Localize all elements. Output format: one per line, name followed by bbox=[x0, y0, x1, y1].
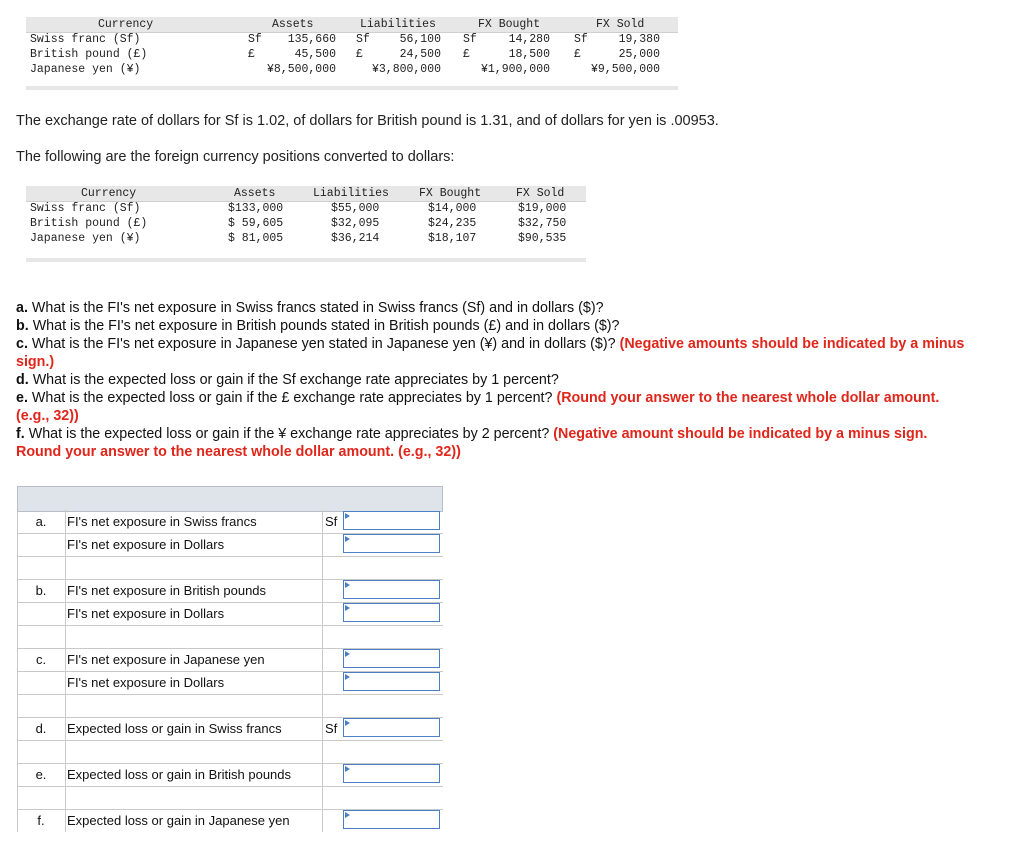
cell-fx-sold: 19,380 bbox=[618, 33, 660, 46]
table-row-currency: British pound (£) bbox=[30, 48, 148, 61]
cell-fx-bought: $18,107 bbox=[428, 232, 477, 245]
cell-symbol: £ bbox=[463, 48, 470, 61]
answer-row-d bbox=[17, 717, 443, 741]
header-fx-bought: FX Bought bbox=[419, 187, 482, 200]
expected-gain-sf-input[interactable] bbox=[344, 720, 439, 737]
cell-assets: $133,000 bbox=[228, 202, 284, 215]
net-exposure-gbp-input[interactable] bbox=[344, 582, 439, 599]
net-exposure-yen-input[interactable] bbox=[344, 651, 439, 668]
net-exposure-gbp-dollars-field[interactable] bbox=[343, 603, 440, 622]
question-note: (Round your answer to the nearest whole dollar amount. (e.g., 32)) bbox=[16, 390, 940, 424]
net-exposure-sf-input[interactable] bbox=[344, 513, 439, 530]
expected-gain-gbp-field[interactable] bbox=[343, 764, 440, 783]
cell-liabilities: $55,000 bbox=[331, 202, 380, 215]
spacer-row bbox=[17, 556, 443, 580]
answer-table-header bbox=[17, 486, 443, 512]
answer-row-c-2 bbox=[17, 671, 443, 695]
net-exposure-sf-dollars-field[interactable] bbox=[343, 534, 440, 553]
question-text: What is the FI's net exposure in Japanese yen stated in Japanese yen (¥) and in dollars ($)? bbox=[27, 336, 620, 352]
answer-letter: e. bbox=[35, 767, 47, 782]
cell-assets: ¥8,500,000 bbox=[266, 63, 336, 76]
answer-row-f bbox=[17, 809, 443, 832]
spacer-row bbox=[17, 625, 443, 649]
cell-fx-sold: 25,000 bbox=[618, 48, 660, 61]
spacer-row bbox=[17, 740, 443, 764]
expected-gain-sf-field[interactable] bbox=[343, 718, 440, 737]
question-e bbox=[16, 389, 976, 425]
header-fx-sold: FX Sold bbox=[516, 187, 565, 200]
net-exposure-sf-field[interactable] bbox=[343, 511, 440, 530]
question-letter: b. bbox=[16, 318, 29, 334]
table-bottom-border bbox=[26, 258, 586, 262]
unit-label: Sf bbox=[325, 721, 338, 736]
expected-gain-yen-input[interactable] bbox=[344, 812, 439, 829]
answer-label: Expected loss or gain in Japanese yen bbox=[67, 813, 290, 828]
answer-label: FI's net exposure in Swiss francs bbox=[67, 514, 257, 529]
cell-liabilities: 56,100 bbox=[399, 33, 441, 46]
cell-symbol: £ bbox=[574, 48, 581, 61]
header-liabilities: Liabilities bbox=[360, 18, 436, 31]
answer-label: FI's net exposure in Dollars bbox=[67, 606, 225, 621]
net-exposure-yen-dollars-field[interactable] bbox=[343, 672, 440, 691]
answer-row-b-2 bbox=[17, 602, 443, 626]
answer-label: FI's net exposure in Dollars bbox=[67, 675, 225, 690]
answer-letter: a. bbox=[35, 514, 47, 529]
answer-row-a-2 bbox=[17, 533, 443, 557]
cell-liabilities: ¥3,800,000 bbox=[371, 63, 441, 76]
cell-fx-bought: 18,500 bbox=[508, 48, 550, 61]
answer-row-c-1 bbox=[17, 648, 443, 672]
table-row-currency: Japanese yen (¥) bbox=[30, 232, 141, 245]
spacer-row bbox=[17, 786, 443, 810]
answer-letter: f. bbox=[37, 813, 45, 828]
question-d bbox=[16, 371, 976, 389]
expected-gain-yen-field[interactable] bbox=[343, 810, 440, 829]
spacer-row bbox=[17, 694, 443, 718]
header-assets: Assets bbox=[272, 18, 314, 31]
cell-symbol: £ bbox=[356, 48, 363, 61]
answer-row-e bbox=[17, 763, 443, 787]
cell-assets: $ 59,605 bbox=[228, 217, 284, 230]
table-row-currency: Japanese yen (¥) bbox=[30, 63, 141, 76]
net-exposure-sf-dollars-input[interactable] bbox=[344, 536, 439, 553]
net-exposure-gbp-dollars-input[interactable] bbox=[344, 605, 439, 622]
question-note: (Negative amount should be indicated by a minus sign. Round your answer to the nearest whole dollar amount. (e.g., 32)) bbox=[16, 426, 928, 460]
cell-liabilities: 24,500 bbox=[399, 48, 441, 61]
answer-row-b-1 bbox=[17, 579, 443, 603]
question-f bbox=[16, 425, 976, 461]
table-bottom-border bbox=[26, 86, 678, 90]
header-fx-bought: FX Bought bbox=[478, 18, 541, 31]
cell-liabilities: $32,095 bbox=[331, 217, 380, 230]
question-a bbox=[16, 299, 976, 317]
cell-fx-bought: 14,280 bbox=[508, 33, 550, 46]
expected-gain-gbp-input[interactable] bbox=[344, 766, 439, 783]
cell-symbol: Sf bbox=[356, 33, 370, 46]
currency-positions-table bbox=[26, 17, 678, 87]
cell-fx-sold: $90,535 bbox=[518, 232, 567, 245]
question-text: What is the expected loss or gain if the £ exchange rate appreciates by 1 percent? bbox=[27, 390, 557, 406]
net-exposure-yen-dollars-input[interactable] bbox=[344, 674, 439, 691]
exchange-rate-text: The exchange rate of dollars for Sf is 1.02, of dollars for British pound is 1.31, and of dollars for yen is .00953. bbox=[16, 113, 719, 129]
question-c bbox=[16, 335, 976, 371]
answer-letter: c. bbox=[35, 652, 47, 667]
table-row-currency: Swiss franc (Sf) bbox=[30, 33, 141, 46]
cell-symbol: Sf bbox=[463, 33, 477, 46]
answer-label: Expected loss or gain in British pounds bbox=[67, 767, 292, 782]
table-header bbox=[26, 186, 586, 202]
net-exposure-yen-field[interactable] bbox=[343, 649, 440, 668]
question-letter: e. bbox=[16, 390, 28, 406]
answer-label: Expected loss or gain in Swiss francs bbox=[67, 721, 282, 736]
net-exposure-gbp-field[interactable] bbox=[343, 580, 440, 599]
answer-label: FI's net exposure in British pounds bbox=[67, 583, 267, 598]
table-header bbox=[26, 17, 678, 33]
question-text: What is the FI's net exposure in British pounds stated in British pounds (£) and in dollars ($)? bbox=[28, 318, 620, 334]
question-letter: c. bbox=[16, 336, 28, 352]
question-letter: f. bbox=[16, 426, 25, 442]
cell-fx-bought: ¥1,900,000 bbox=[480, 63, 550, 76]
question-text: What is the FI's net exposure in Swiss francs stated in Swiss francs (Sf) and in dollars ($)? bbox=[27, 300, 604, 316]
cell-fx-sold: ¥9,500,000 bbox=[590, 63, 660, 76]
cell-symbol: Sf bbox=[248, 33, 262, 46]
unit-label: Sf bbox=[325, 514, 338, 529]
header-fx-sold: FX Sold bbox=[596, 18, 645, 31]
cell-assets: 45,500 bbox=[294, 48, 336, 61]
cell-assets: 135,660 bbox=[287, 33, 336, 46]
cell-fx-sold: $32,750 bbox=[518, 217, 567, 230]
question-letter: a. bbox=[16, 300, 28, 316]
answer-label: FI's net exposure in Japanese yen bbox=[67, 652, 265, 667]
header-currency: Currency bbox=[98, 18, 154, 31]
table-row-currency: Swiss franc (Sf) bbox=[30, 202, 141, 215]
answer-letter: b. bbox=[35, 583, 47, 598]
header-liabilities: Liabilities bbox=[313, 187, 389, 200]
cell-symbol: Sf bbox=[574, 33, 588, 46]
table-row-currency: British pound (£) bbox=[30, 217, 148, 230]
question-letter: d. bbox=[16, 372, 29, 388]
cell-fx-bought: $24,235 bbox=[428, 217, 477, 230]
header-assets: Assets bbox=[234, 187, 276, 200]
cell-fx-sold: $19,000 bbox=[518, 202, 567, 215]
question-b bbox=[16, 317, 976, 335]
answer-label: FI's net exposure in Dollars bbox=[67, 537, 225, 552]
cell-assets: $ 81,005 bbox=[228, 232, 284, 245]
answer-row-a-1 bbox=[17, 510, 443, 534]
cell-symbol: £ bbox=[248, 48, 255, 61]
header-currency: Currency bbox=[81, 187, 137, 200]
question-note: (Negative amounts should be indicated by a minus sign.) bbox=[16, 336, 965, 370]
question-text: What is the expected loss or gain if the Sf exchange rate appreciates by 1 percent? bbox=[28, 372, 559, 388]
cell-liabilities: $36,214 bbox=[331, 232, 380, 245]
answer-table bbox=[17, 486, 443, 832]
answer-letter: d. bbox=[35, 721, 47, 736]
question-text: What is the expected loss or gain if the ¥ exchange rate appreciates by 2 percent? bbox=[24, 426, 554, 442]
cell-fx-bought: $14,000 bbox=[428, 202, 477, 215]
converted-intro-text: The following are the foreign currency positions converted to dollars: bbox=[16, 149, 455, 165]
dollar-positions-table bbox=[26, 186, 586, 258]
